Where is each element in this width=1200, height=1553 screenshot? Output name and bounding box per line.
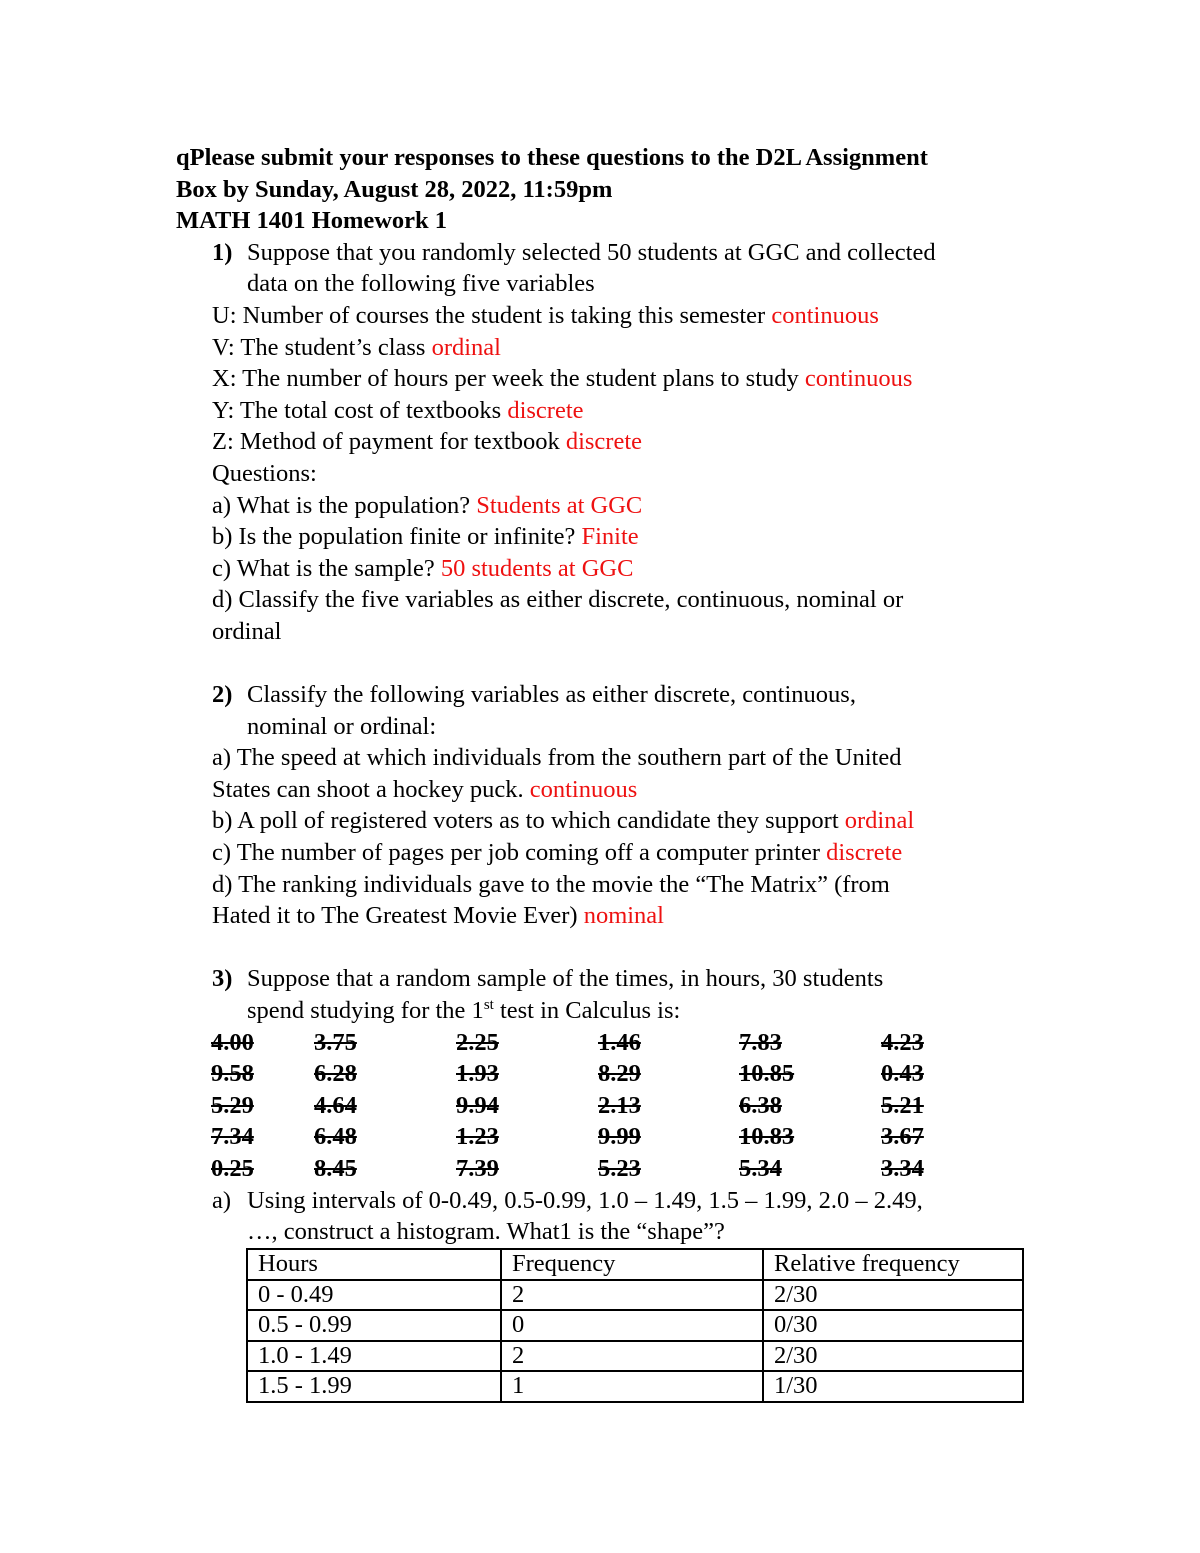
q1-variable-y: Y: The total cost of textbooks discrete [212, 396, 584, 424]
q1d-line1: d) Classify the five variables as either discrete, continuous, nominal or [212, 586, 904, 614]
table-row [247, 1341, 1023, 1372]
answer-text: ordinal [844, 807, 915, 835]
table-cell: 2 [501, 1280, 763, 1311]
q1-prompt-line1: 1) Suppose that you randomly selected 50 students at GGC and collected [212, 237, 1042, 269]
q1-variable-v: V: The student’s class ordinal [212, 333, 501, 361]
data-value: 10.85 [739, 1060, 795, 1088]
q3a-line2: …, construct a histogram. What1 is the “shape”? [247, 1218, 725, 1246]
data-value: 4.00 [211, 1028, 254, 1056]
data-value: 7.83 [739, 1028, 782, 1056]
q1-variable-x: X: The number of hours per week the student plans to study continuous [212, 365, 913, 393]
table-cell: 1/30 [763, 1371, 1023, 1402]
data-value: 9.58 [211, 1060, 254, 1088]
q1-number: 1) [212, 238, 233, 266]
data-value: 3.67 [881, 1123, 924, 1151]
q2-number: 2) [212, 681, 233, 709]
q3-number: 3) [212, 965, 233, 993]
table-cell: 0 - 0.49 [247, 1280, 501, 1311]
answer-text: ordinal [431, 333, 501, 361]
data-value: 1.23 [456, 1123, 499, 1151]
data-value: 6.28 [314, 1060, 357, 1088]
table-cell: 0 [501, 1310, 763, 1341]
q1b: b) Is the population finite or infinite? Finite [212, 523, 639, 551]
q2d-line2: Hated it to The Greatest Movie Ever) nominal [212, 902, 664, 930]
answer-text: Students at GGC [476, 491, 643, 519]
q2a-line1: a) The speed at which individuals from the southern part of the United [212, 744, 902, 772]
data-value: 5.23 [598, 1155, 641, 1183]
column-header-hours: Hours [247, 1249, 501, 1280]
study-times-data-grid [212, 1027, 1042, 1185]
answer-text: 50 students at GGC [440, 554, 634, 582]
submission-instructions-line1: qPlease submit your responses to these questions to the D2L Assignment [176, 144, 928, 171]
data-value: 9.99 [598, 1123, 641, 1151]
answer-text: Finite [581, 523, 639, 551]
q1a: a) What is the population? Students at GGC [212, 491, 643, 519]
answer-text: continuous [804, 365, 913, 393]
answer-text: discrete [507, 396, 584, 424]
table-cell: 1.5 - 1.99 [247, 1371, 501, 1402]
data-value: 0.43 [881, 1060, 924, 1088]
table-cell: 2/30 [763, 1341, 1023, 1372]
table-cell: 1.0 - 1.49 [247, 1341, 501, 1372]
data-value: 5.29 [211, 1091, 254, 1119]
data-value: 7.34 [211, 1123, 254, 1151]
table-cell: 0.5 - 0.99 [247, 1310, 501, 1341]
q2d-line1: d) The ranking individuals gave to the movie the “The Matrix” (from [212, 870, 890, 898]
table-row [247, 1280, 1023, 1311]
q2-prompt-line1: 2) Classify the following variables as either discrete, continuous, [212, 679, 1042, 711]
q3-prompt-line2: spend studying for the 1st test in Calculus is: [247, 996, 681, 1025]
submission-instructions-line2: Box by Sunday, August 28, 2022, 11:59pm [176, 175, 613, 203]
answer-text: discrete [565, 428, 643, 456]
q1c: c) What is the sample? 50 students at GGC [212, 554, 634, 582]
data-value: 8.29 [598, 1060, 641, 1088]
frequency-table [246, 1248, 1024, 1403]
table-row [247, 1310, 1023, 1341]
q2a-line2: States can shoot a hockey puck. continuous [212, 775, 638, 803]
data-value: 4.23 [881, 1028, 924, 1056]
table-cell: 2 [501, 1341, 763, 1372]
table-cell: 2/30 [763, 1280, 1023, 1311]
q3a-line1: a) Using intervals of 0-0.49, 0.5-0.99, 1.0 – 1.49, 1.5 – 1.99, 2.0 – 2.49, [212, 1186, 923, 1214]
data-value: 7.39 [456, 1155, 499, 1183]
column-header-relative-frequency: Relative frequency [763, 1249, 1023, 1280]
answer-text: discrete [826, 839, 903, 867]
answer-text: nominal [583, 902, 664, 930]
table-cell: 1 [501, 1371, 763, 1402]
data-value: 5.34 [739, 1155, 782, 1183]
q1-variable-u: U: Number of courses the student is taking this semester continuous [212, 301, 879, 329]
q1-prompt-line2: data on the following five variables [247, 270, 595, 298]
answer-text: continuous [771, 301, 879, 329]
column-header-frequency: Frequency [501, 1249, 763, 1280]
q1d-line2: ordinal [212, 617, 282, 645]
data-value: 4.64 [314, 1091, 357, 1119]
data-value: 6.38 [739, 1091, 782, 1119]
table-header-row [247, 1249, 1023, 1280]
data-value: 2.13 [598, 1091, 641, 1119]
data-value: 3.75 [314, 1028, 357, 1056]
q1-variable-z: Z: Method of payment for textbook discrete [212, 428, 643, 456]
q1-questions-label: Questions: [212, 459, 317, 487]
table-cell: 0/30 [763, 1310, 1023, 1341]
table-row [247, 1371, 1023, 1402]
q3-prompt-line1: 3) Suppose that a random sample of the times, in hours, 30 students [212, 963, 1042, 995]
q2c: c) The number of pages per job coming off a computer printer discrete [212, 839, 903, 867]
q2-prompt-line2: nominal or ordinal: [247, 712, 437, 740]
homework-title: MATH 1401 Homework 1 [176, 207, 448, 235]
data-value: 1.93 [456, 1060, 499, 1088]
q2b: b) A poll of registered voters as to which candidate they support ordinal [212, 807, 915, 835]
data-value: 10.83 [739, 1123, 795, 1151]
data-value: 8.45 [314, 1155, 357, 1183]
document-body [176, 142, 1042, 1248]
answer-text: continuous [529, 775, 638, 803]
data-value: 6.48 [314, 1123, 357, 1151]
data-value: 1.46 [598, 1028, 641, 1056]
data-value: 2.25 [456, 1028, 499, 1056]
data-value: 3.34 [881, 1155, 924, 1183]
data-value: 9.94 [456, 1091, 499, 1119]
q1-variable-list [212, 300, 1042, 458]
data-value: 0.25 [211, 1155, 254, 1183]
data-value: 5.21 [881, 1091, 924, 1119]
